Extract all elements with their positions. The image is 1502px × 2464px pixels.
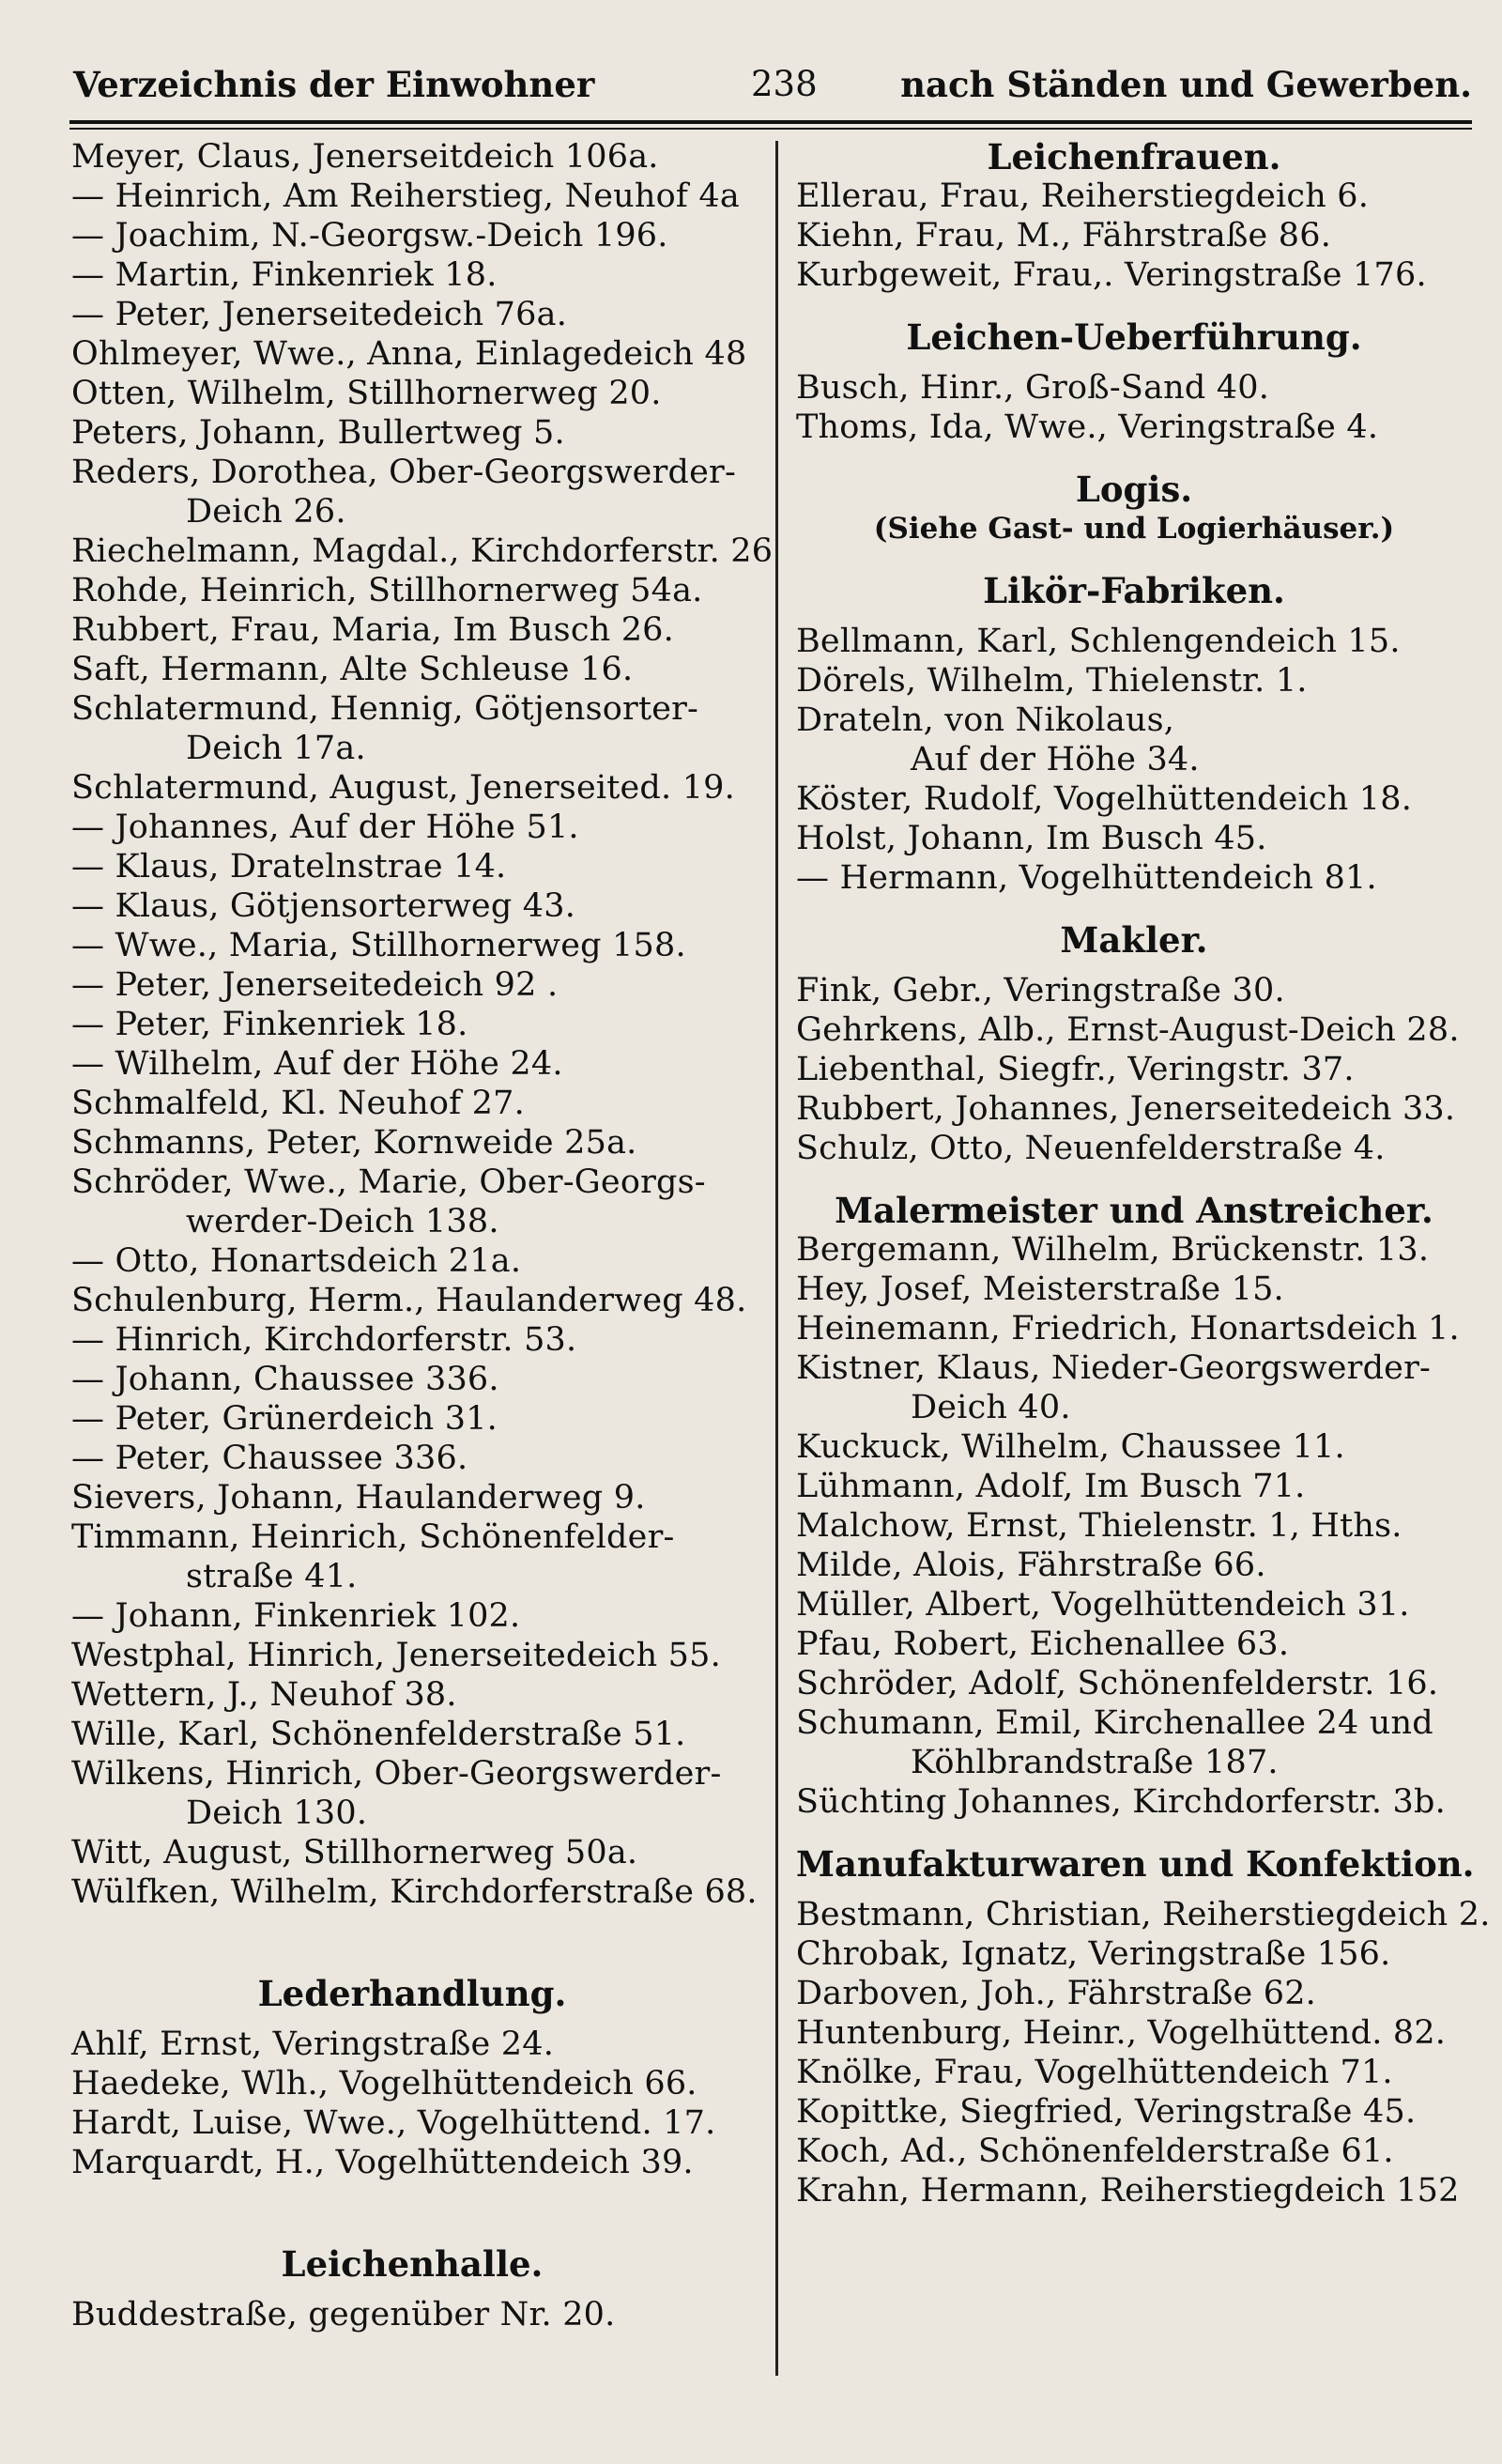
directory-entry: Fink, Gebr., Veringstraße 30. [796, 972, 1285, 1009]
directory-entry: — Hermann, Vogelhüttendeich 81. [796, 859, 1377, 897]
directory-entry: Kuckuck, Wilhelm, Chaussee 11. [796, 1428, 1345, 1466]
directory-entry: — Hinrich, Kirchdorferstr. 53. [71, 1321, 577, 1359]
directory-entry: Peters, Johann, Bullertweg 5. [71, 414, 565, 452]
directory-entry: Hey, Josef, Meisterstraße 15. [796, 1270, 1284, 1308]
logis-note: (Siehe Gast- und Logierhäuser.) [873, 512, 1395, 546]
directory-entry: Busch, Hinr., Groß-Sand 40. [796, 369, 1270, 407]
directory-entry: Deich 26. [186, 493, 346, 531]
directory-entry: Schmalfeld, Kl. Neuhof 27. [71, 1085, 525, 1122]
directory-entry: Darboven, Joh., Fährstraße 62. [796, 1975, 1316, 2012]
section-title-makler: Makler. [1060, 919, 1208, 961]
page-number: 238 [751, 64, 818, 104]
directory-entry: Bergemann, Wilhelm, Brückenstr. 13. [796, 1231, 1430, 1269]
directory-entry: Huntenburg, Heinr., Vogelhüttend. 82. [796, 2014, 1447, 2052]
left-column [71, 137, 774, 2334]
directory-entry: Krahn, Hermann, Reiherstiegdeich 152 [796, 2172, 1460, 2210]
lederhandlung-list [71, 2025, 753, 2182]
directory-entry: Koch, Ad., Schönenfelderstraße 61. [796, 2133, 1394, 2170]
directory-entry: Otten, Wilhelm, Stillhornerweg 20. [71, 375, 662, 412]
manufaktur-list [796, 1895, 1491, 2210]
directory-entry: Deich 40. [911, 1389, 1071, 1426]
directory-entry: Müller, Albert, Vogelhüttendeich 31. [796, 1586, 1410, 1624]
directory-entry: Köhlbrandstraße 187. [911, 1744, 1279, 1781]
directory-entry: Schulz, Otto, Neuenfelderstraße 4. [796, 1130, 1386, 1167]
directory-entry: Lühmann, Adolf, Im Busch 71. [796, 1468, 1306, 1505]
directory-entry: Rubbert, Frau, Maria, Im Busch 26. [71, 611, 674, 649]
directory-entry: Riechelmann, Magdal., Kirchdorferstr. 26 [71, 532, 774, 570]
directory-entry: Ahlf, Ernst, Veringstraße 24. [71, 2025, 555, 2063]
directory-entry: straße 41. [186, 1558, 358, 1595]
directory-entry: Liebenthal, Siegfr., Veringstr. 37. [796, 1051, 1355, 1088]
directory-entry: Milde, Alois, Fährstraße 66. [796, 1547, 1266, 1584]
directory-entry: Meyer, Claus, Jenerseitdeich 106a. [71, 138, 659, 176]
directory-entry: Wülfken, Wilhelm, Kirchdorferstraße 68. [71, 1873, 758, 1911]
directory-entry: Gehrkens, Alb., Ernst-August-Deich 28. [796, 1011, 1460, 1049]
directory-entry: Deich 17a. [186, 730, 366, 767]
directory-entry: Ohlmeyer, Wwe., Anna, Einlagedeich 48 [71, 335, 747, 373]
directory-entry: Rubbert, Johannes, Jenerseitedeich 33. [796, 1090, 1456, 1128]
directory-entry: Wilkens, Hinrich, Ober-Georgswerder- [71, 1755, 722, 1793]
section-title-manufaktur: Manufakturwaren und Konfektion. [796, 1843, 1475, 1885]
directory-entry: Malchow, Ernst, Thielenstr. 1, Hths. [796, 1507, 1402, 1545]
directory-entry: Schröder, Adolf, Schönenfelderstr. 16. [796, 1665, 1439, 1702]
directory-entry: — Wwe., Maria, Stillhornerweg 158. [71, 927, 686, 964]
directory-entry: Timmann, Heinrich, Schönenfelder- [71, 1518, 675, 1556]
directory-entry: Haedeke, Wlh., Vogelhüttendeich 66. [71, 2065, 697, 2102]
directory-entry: — Wilhelm, Auf der Höhe 24. [71, 1045, 563, 1083]
directory-entry: Kopittke, Siegfried, Veringstraße 45. [796, 2093, 1417, 2131]
directory-entry: Buddestraße, gegenüber Nr. 20. [71, 2296, 616, 2333]
directory-entry: Kurbgeweit, Frau,. Veringstraße 176. [796, 256, 1427, 294]
directory-entry: — Heinrich, Am Reiherstieg, Neuhof 4a [71, 177, 740, 215]
directory-entry: Kiehn, Frau, M., Fährstraße 86. [796, 217, 1332, 254]
directory-entry: — Peter, Finkenriek 18. [71, 1006, 468, 1043]
directory-entry: Deich 130. [186, 1794, 368, 1832]
header-rule-thin [69, 128, 1472, 130]
leichenfrauen-list [796, 177, 1472, 295]
makler-list [796, 971, 1472, 1168]
directory-entry: — Peter, Grünerdeich 31. [71, 1400, 498, 1438]
directory-entry: Pfau, Robert, Eichenallee 63. [796, 1625, 1290, 1663]
section-title-ueberfuehrung: Leichen-Ueberführung. [906, 316, 1362, 358]
directory-entry: Schmanns, Peter, Kornweide 25a. [71, 1124, 637, 1162]
directory-entry: Schlatermund, August, Jenerseited. 19. [71, 769, 735, 807]
directory-entry: Hardt, Luise, Wwe., Vogelhüttend. 17. [71, 2104, 716, 2142]
directory-entry: — Peter, Chaussee 336. [71, 1440, 468, 1477]
directory-entry: Schulenburg, Herm., Haulanderweg 48. [71, 1282, 747, 1319]
header-rule [69, 120, 1472, 124]
directory-entry: — Johann, Finkenriek 102. [71, 1597, 521, 1635]
section-title-leichenhalle: Leichenhalle. [281, 2243, 544, 2285]
column-divider [775, 141, 778, 2376]
directory-entry: Süchting Johannes, Kirchdorferstr. 3b. [796, 1783, 1446, 1821]
section-title-logis: Logis. [1075, 469, 1193, 510]
directory-entry: — Klaus, Götjensorterweg 43. [71, 887, 576, 925]
directory-entry: Sievers, Johann, Haulanderweg 9. [71, 1479, 646, 1517]
directory-entry: Schröder, Wwe., Marie, Ober-Georgs- [71, 1163, 706, 1201]
section-title-maler: Malermeister und Anstreicher. [835, 1190, 1433, 1231]
directory-entry: Chrobak, Ignatz, Veringstraße 156. [796, 1935, 1391, 1973]
section-title-likoer: Likör-Fabriken. [983, 570, 1285, 611]
directory-entry: — Otto, Honartsdeich 21a. [71, 1242, 522, 1280]
directory-entry: Kistner, Klaus, Nieder-Georgswerder- [796, 1349, 1432, 1387]
directory-entry: — Peter, Jenerseitedeich 92 . [71, 966, 559, 1004]
directory-entry: Heinemann, Friedrich, Honartsdeich 1. [796, 1310, 1460, 1348]
directory-entry: Ellerau, Frau, Reiherstiegdeich 6. [796, 177, 1370, 215]
directory-entry: — Johann, Chaussee 336. [71, 1361, 499, 1398]
directory-entry: Schumann, Emil, Kirchenallee 24 und [796, 1704, 1433, 1742]
directory-entry: Westphal, Hinrich, Jenerseitedeich 55. [71, 1637, 721, 1674]
directory-entry: Knölke, Frau, Vogelhüttendeich 71. [796, 2054, 1393, 2091]
maler-list [796, 1230, 1472, 1822]
directory-entry: — Johannes, Auf der Höhe 51. [71, 808, 579, 846]
header-right: nach Ständen und Gewerben. [900, 64, 1472, 105]
directory-entry: Holst, Johann, Im Busch 45. [796, 820, 1267, 857]
header-left: Verzeichnis der Einwohner [73, 64, 595, 105]
directory-entry: Wettern, J., Neuhof 38. [71, 1676, 457, 1714]
directory-entry: Schlatermund, Hennig, Götjensorter- [71, 690, 699, 728]
directory-entry: — Peter, Jenerseitedeich 76a. [71, 296, 568, 333]
directory-entry: Köster, Rudolf, Vogelhüttendeich 18. [796, 780, 1413, 818]
directory-entry: Rohde, Heinrich, Stillhornerweg 54a. [71, 572, 703, 609]
directory-entry: Dörels, Wilhelm, Thielenstr. 1. [796, 662, 1308, 700]
ueberfuehrung-list [796, 368, 1472, 447]
directory-entry: — Joachim, N.-Georgsw.-Deich 196. [71, 217, 668, 254]
directory-entry: Wille, Karl, Schönenfelderstraße 51. [71, 1716, 686, 1753]
left-entries-list [71, 137, 774, 1912]
directory-entry: Thoms, Ida, Wwe., Veringstraße 4. [796, 408, 1379, 446]
section-title-lederhandlung: Lederhandlung. [257, 1973, 567, 2014]
directory-entry: Auf der Höhe 34. [911, 741, 1200, 778]
directory-entry: Bellmann, Karl, Schlengendeich 15. [796, 623, 1401, 660]
directory-entry: Saft, Hermann, Alte Schleuse 16. [71, 651, 634, 688]
directory-entry: Reders, Dorothea, Ober-Georgswerder- [71, 454, 736, 491]
page-header [73, 64, 1472, 111]
directory-entry: Witt, August, Stillhornerweg 50a. [71, 1834, 638, 1871]
leichenhalle-list [71, 2295, 753, 2334]
likoer-list [796, 622, 1472, 898]
directory-entry: Marquardt, H., Vogelhüttendeich 39. [71, 2144, 694, 2181]
directory-entry: — Martin, Finkenriek 18. [71, 256, 498, 294]
directory-entry: werder-Deich 138. [186, 1203, 499, 1240]
right-column [796, 136, 1491, 2210]
directory-entry: Bestmann, Christian, Reiherstiegdeich 2. [796, 1896, 1491, 1933]
directory-entry: Drateln, von Nikolaus, [796, 701, 1175, 739]
section-title-leichenfrauen: Leichenfrauen. [987, 136, 1281, 177]
directory-entry: — Klaus, Dratelnstrae 14. [71, 848, 507, 886]
